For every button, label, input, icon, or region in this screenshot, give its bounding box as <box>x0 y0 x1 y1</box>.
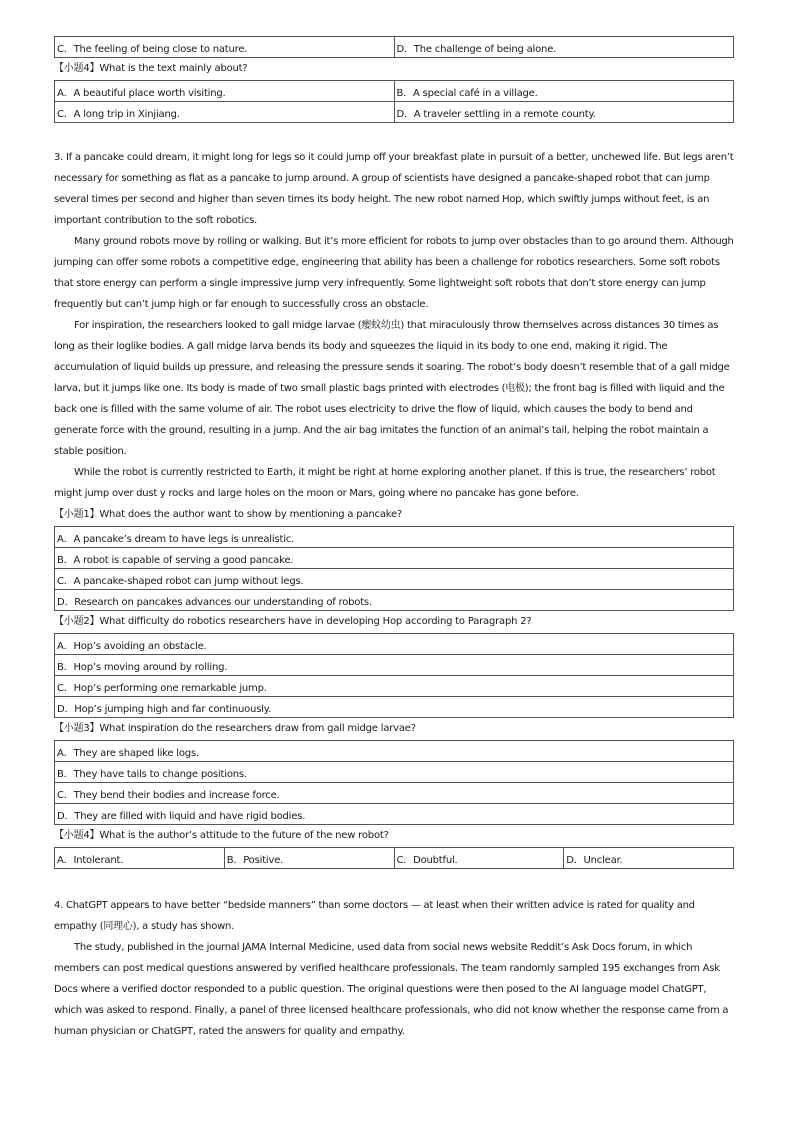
options-table <box>54 740 734 825</box>
question-stem: 【小题4】What is the author’s attitude to the future of the new robot? <box>54 830 389 841</box>
option-a[interactable]: A．A pancake’s dream to have legs is unrealistic. <box>55 527 734 548</box>
table-row <box>55 527 734 548</box>
passage-paragraph: 4. ChatGPT appears to have better “bedside manners” than some doctors — at least when their written advice is rated for quality and empathy (同理心), a study has shown. <box>54 900 695 932</box>
table-row <box>55 590 734 611</box>
option-d[interactable]: D．Research on pancakes advances our understanding of robots. <box>55 590 734 611</box>
option-b[interactable]: B．A robot is capable of serving a good pancake. <box>55 548 734 569</box>
options-table <box>54 847 734 869</box>
table-row <box>55 81 734 102</box>
option-c[interactable]: C．A pancake-shaped robot can jump without legs. <box>55 569 734 590</box>
option-c[interactable]: C．A long trip in Xinjiang. <box>55 102 395 123</box>
table-row <box>55 548 734 569</box>
question-stem: 【小题4】What is the text mainly about? <box>54 63 248 74</box>
option-b[interactable]: B．Positive. <box>224 848 394 869</box>
exam-page <box>54 36 734 1042</box>
option-c[interactable]: C．The feeling of being close to nature. <box>55 37 395 58</box>
table-row <box>55 783 734 804</box>
option-c[interactable]: C．Hop’s performing one remarkable jump. <box>55 676 734 697</box>
question-stem: 【小题3】What inspiration do the researchers draw from gall midge larvae? <box>54 723 416 734</box>
option-b[interactable]: B．They have tails to change positions. <box>55 762 734 783</box>
question-stem: 【小题2】What difficulty do robotics researchers have in developing Hop according to Paragraph 2? <box>54 616 532 627</box>
passage-paragraph: While the robot is currently restricted to Earth, it might be right at home exploring another planet. If this is true, the researchers’ robot might jump over dust y rocks and large holes on the moon or Mars, going where no pancake has gone before. <box>54 467 716 499</box>
option-d[interactable]: D．Unclear. <box>564 848 734 869</box>
spacer <box>54 123 734 147</box>
option-b[interactable]: B．Hop’s moving around by rolling. <box>55 655 734 676</box>
passage-paragraph: For inspiration, the researchers looked to gall midge larvae (瘿蚊幼虫) that miraculously throw themselves across distances 30 times as long as their loglike bodies. A gall midge larva bends its body and squeezes the liquid in its body to one end, making it rigid. The accumulation of liquid builds up pressure, and releasing the pressure sends it soaring. The robot’s body doesn’t resemble that of a gall midge larva, but it jumps like one. Its body is made of two small plastic bags printed with electrodes (电极); the front bag is filled with liquid and the back one is filled with the same volume of air. The robot uses electricity to drive the flow of liquid, which causes the body to bend and generate force with the ground, resulting in a jump. And the air bag imitates the function of an animal’s tail, helping the robot maintain a stable position. <box>54 320 730 457</box>
passage-paragraph: The study, published in the journal JAMA Internal Medicine, used data from social news website Reddit’s Ask Docs forum, in which members can post medical questions answered by verified healthcare professionals. The team randomly sampled 195 exchanges from Ask Docs where a verified doctor responded to a public question. The original questions were then posed to the AI language model ChatGPT, which was asked to respond. Finally, a panel of three licensed healthcare professionals, who did not know whether the response came from a human physician or ChatGPT, rated the answers for quality and empathy. <box>54 942 729 1037</box>
table-row <box>55 37 734 58</box>
option-b[interactable]: B．A special café in a village. <box>394 81 734 102</box>
table-row <box>55 569 734 590</box>
option-d[interactable]: D．The challenge of being alone. <box>394 37 734 58</box>
option-a[interactable]: A．Intolerant. <box>55 848 225 869</box>
prev-options-table <box>54 36 734 58</box>
option-c[interactable]: C．Doubtful. <box>394 848 564 869</box>
options-table <box>54 633 734 718</box>
table-row <box>55 102 734 123</box>
table-row <box>55 655 734 676</box>
option-d[interactable]: D．A traveler settling in a remote county. <box>394 102 734 123</box>
option-d[interactable]: D．They are filled with liquid and have rigid bodies. <box>55 804 734 825</box>
spacer <box>54 869 734 895</box>
option-a[interactable]: A．They are shaped like logs. <box>55 741 734 762</box>
table-row <box>55 697 734 718</box>
option-a[interactable]: A．A beautiful place worth visiting. <box>55 81 395 102</box>
options-table <box>54 80 734 123</box>
option-d[interactable]: D．Hop’s jumping high and far continuously. <box>55 697 734 718</box>
table-row <box>55 676 734 697</box>
table-row <box>55 762 734 783</box>
table-row <box>55 804 734 825</box>
passage-paragraph: Many ground robots move by rolling or walking. But it’s more efficient for robots to jump over obstacles than to go around them. Although jumping can offer some robots a competitive edge, engineering that ability has been a challenge for robotics researchers. Some soft robots that store energy can perform a single impressive jump very infrequently. Some lightweight soft robots that don’t store energy can jump frequently but can’t jump high or far enough to successfully cross an obstacle. <box>54 236 734 310</box>
option-c[interactable]: C．They bend their bodies and increase force. <box>55 783 734 804</box>
table-row <box>55 848 734 869</box>
passage-paragraph: 3. If a pancake could dream, it might long for legs so it could jump off your breakfast plate in pursuit of a better, unchewed life. But legs aren’t necessary for something as flat as a pancake to jump around. A group of scientists have designed a pancake-shaped robot that can jump several times per second and higher than seven times its body height. The new robot named Hop, which swiftly jumps without feet, is an important contribution to the soft robotics. <box>54 152 734 226</box>
table-row <box>55 741 734 762</box>
option-a[interactable]: A．Hop’s avoiding an obstacle. <box>55 634 734 655</box>
options-table <box>54 526 734 611</box>
question-stem: 【小题1】What does the author want to show by mentioning a pancake? <box>54 509 403 520</box>
table-row <box>55 634 734 655</box>
